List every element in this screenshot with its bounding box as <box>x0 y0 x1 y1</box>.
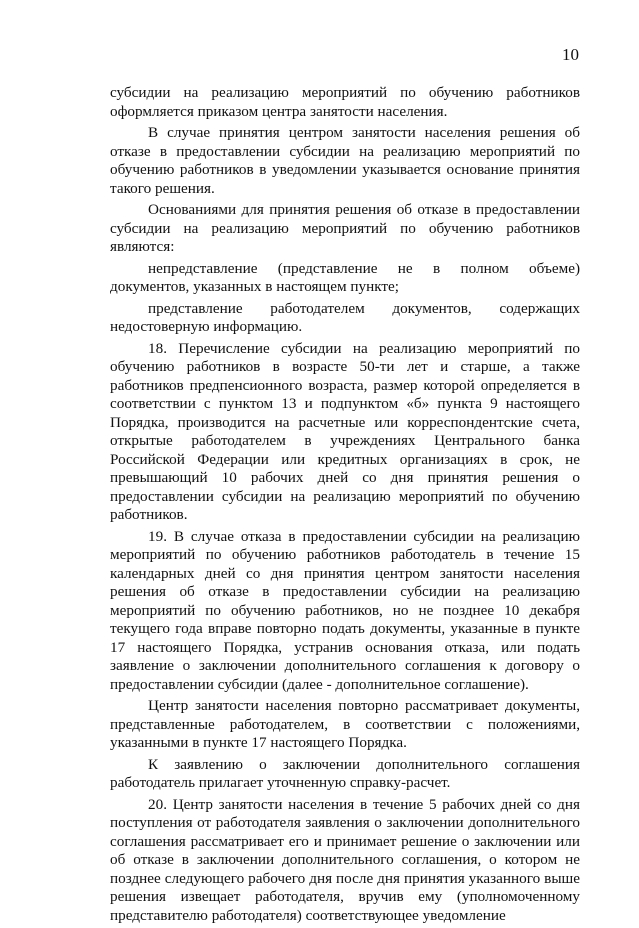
paragraph-repeat-review: Центр занятости населения повторно рассматривает документы, представленные работодателем, в соответствии с положениями, указанными в пункте 17 настоящего Порядка. <box>110 697 580 751</box>
paragraph-ground-incomplete-docs: непредставление (представление не в полном объеме) документов, указанных в настоящем пункте; <box>110 259 580 295</box>
paragraph-continuation: субсидии на реализацию мероприятий по обучению работников оформляется приказом центра занятости населения. <box>110 84 580 120</box>
paragraph-ground-false-info: представление работодателем документов, содержащих недостоверную информацию. <box>110 299 580 335</box>
paragraph-item-18: 18. Перечисление субсидии на реализацию мероприятий по обучению работников в возрасте 50-ти лет и старше, а также работников предпенсионного возраста, размер которой определяется в соответствии с пунктом 13 и подпунктом «б» пункта 9 настоящего Порядка, производится на расчетные или корреспондентские счета, открытые работодателем в учреждениях Центрального банка Российской Федерации или кредитных организациях в срок, не превышающий 10 рабочих дней со дня принятия решения о предоставлении субсидии на реализацию мероприятий по обучению работников. <box>110 339 580 523</box>
paragraph-refusal-grounds: Основаниями для принятия решения об отказе в предоставлении субсидии на реализацию мероприятий по обучению работников являются: <box>110 201 580 255</box>
paragraph-item-20: 20. Центр занятости населения в течение 5 рабочих дней со дня поступления от работодателя заявления о заключении дополнительного соглашения рассматривает его и принимает решение о заключении или об отказе в заключении дополнительного соглашения, о котором не позднее следующего рабочего дня после дня принятия указанного выше решения извещает работодателя, вручив ему (уполномоченному представителю работодателя) соответствующее уведомление <box>110 795 580 924</box>
paragraph-item-19: 19. В случае отказа в предоставлении субсидии на реализацию мероприятий по обучению работников работодатель в течение 15 календарных дней со дня принятия центром занятости населения решения об отказе в предоставлении субсидии на реализацию мероприятий по обучению работников, но не позднее 10 декабря текущего года вправе повторно подать документы, указанные в пункте 17 настоящего Порядка, устранив основания отказа, или подать заявление о заключении дополнительного соглашения к договору о предоставлении субсидии (далее - дополнительное соглашение). <box>110 527 580 693</box>
page-number: 10 <box>562 45 579 64</box>
paragraph-refusal-notice: В случае принятия центром занятости населения решения об отказе в предоставлении субсидии на реализацию мероприятий по обучению работников в уведомлении указывается основание принятия такого решения. <box>110 124 580 197</box>
paragraph-attachment: К заявлению о заключении дополнительного соглашения работодатель прилагает уточненную справку-расчет. <box>110 755 580 791</box>
document-body <box>110 84 580 928</box>
